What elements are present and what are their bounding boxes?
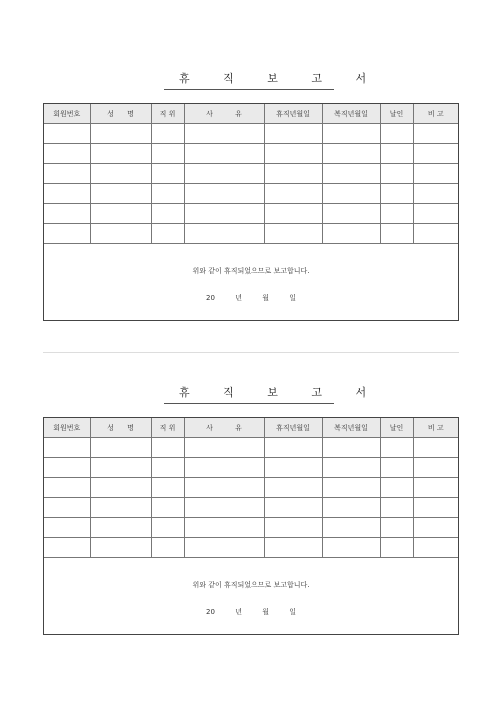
table-row [44,184,458,204]
table-cell[interactable] [380,498,413,518]
report-statement: 위와 같이 휴직되었으므로 보고합니다. [192,581,310,589]
table-cell[interactable] [90,224,151,244]
table-cell[interactable] [44,224,90,244]
table-cell[interactable] [151,184,184,204]
table-cell[interactable] [44,478,90,498]
header-row [44,418,458,438]
table-cell[interactable] [413,184,458,204]
table-cell[interactable] [184,518,264,538]
table-cell[interactable] [90,438,151,458]
table-cell[interactable] [90,458,151,478]
table-cell[interactable] [413,224,458,244]
date-line [44,293,458,303]
table-row [44,518,458,538]
table-cell[interactable] [90,204,151,224]
table-cell[interactable] [380,438,413,458]
table-cell[interactable] [44,144,90,164]
table-cell[interactable] [380,204,413,224]
column-header-member-no: 회원번호 [44,418,90,438]
column-header-reason: 사 유 [184,418,264,438]
table-cell[interactable] [90,124,151,144]
column-header-return-date: 복직년월일 [322,418,380,438]
table-cell[interactable] [413,124,458,144]
table-cell[interactable] [90,164,151,184]
table-cell[interactable] [322,518,380,538]
form-title: 휴 직 보 고 서 [179,386,382,399]
table-cell[interactable] [322,124,380,144]
column-header-return-date: 복직년월일 [322,104,380,124]
table-cell[interactable] [90,518,151,538]
table-cell[interactable] [380,458,413,478]
table-cell[interactable] [184,224,264,244]
table-cell[interactable] [151,518,184,538]
table-cell[interactable] [151,438,184,458]
column-header-leave-date: 휴직년월일 [264,418,322,438]
table-row [44,438,458,458]
table-cell[interactable] [151,204,184,224]
table-cell[interactable] [380,144,413,164]
table-cell[interactable] [322,224,380,244]
table-cell[interactable] [44,538,90,558]
table-cell[interactable] [184,144,264,164]
table-cell[interactable] [264,144,322,164]
table-cell[interactable] [264,164,322,184]
column-header-member-no: 회원번호 [44,104,90,124]
date-day-label: 일 [289,608,296,616]
table-row [44,538,458,558]
column-header-remarks: 비 고 [413,104,458,124]
table-cell[interactable] [413,538,458,558]
table-row [44,164,458,184]
table-cell[interactable] [90,538,151,558]
table-cell[interactable] [151,478,184,498]
table-cell[interactable] [322,438,380,458]
table-cell[interactable] [44,184,90,204]
report-statement: 위와 같이 휴직되었으므로 보고합니다. [192,267,310,275]
table-cell[interactable] [151,458,184,478]
table-cell[interactable] [44,458,90,478]
table-cell[interactable] [413,204,458,224]
table-cell[interactable] [264,204,322,224]
table-cell[interactable] [184,478,264,498]
column-header-leave-date: 휴직년월일 [264,104,322,124]
table-cell[interactable] [322,204,380,224]
column-header-seal: 날인 [380,418,413,438]
table-cell[interactable] [90,498,151,518]
column-header-position: 직 위 [151,418,184,438]
table-cell[interactable] [151,124,184,144]
date-year-label: 년 [235,608,242,616]
table-row [44,478,458,498]
table-cell[interactable] [322,164,380,184]
table-cell[interactable] [151,538,184,558]
table-cell[interactable] [184,124,264,144]
cut-line [43,352,459,353]
title-underline [164,403,334,404]
table-row [44,144,458,164]
header-row [44,104,458,124]
table-cell[interactable] [90,184,151,204]
date-month-label: 월 [262,608,269,616]
date-century: 20 [206,294,215,302]
table-cell[interactable] [264,438,322,458]
form-title: 휴 직 보 고 서 [179,72,382,85]
table-cell[interactable] [184,204,264,224]
table-cell[interactable] [184,164,264,184]
table-cell[interactable] [151,164,184,184]
table-cell[interactable] [380,124,413,144]
table-cell[interactable] [264,478,322,498]
table-cell[interactable] [322,144,380,164]
table-cell[interactable] [413,164,458,184]
date-line [44,607,458,617]
table-cell[interactable] [322,184,380,204]
date-year-label: 년 [235,294,242,302]
column-header-seal: 날인 [380,104,413,124]
table-cell[interactable] [322,458,380,478]
table-cell[interactable] [264,538,322,558]
table-cell[interactable] [184,458,264,478]
table-cell[interactable] [413,144,458,164]
table-cell[interactable] [413,498,458,518]
date-day-label: 일 [289,294,296,302]
date-month-label: 월 [262,294,269,302]
table-cell[interactable] [44,438,90,458]
table-row [44,224,458,244]
table-cell[interactable] [322,538,380,558]
table-cell[interactable] [413,518,458,538]
table-cell[interactable] [44,498,90,518]
table-cell[interactable] [44,204,90,224]
table-cell[interactable] [264,224,322,244]
title-underline [164,89,334,90]
table-cell[interactable] [151,498,184,518]
table-cell[interactable] [184,438,264,458]
table-cell[interactable] [322,478,380,498]
table-cell[interactable] [413,478,458,498]
table-cell[interactable] [264,458,322,478]
leave-table [44,104,458,244]
table-cell[interactable] [264,124,322,144]
table-cell[interactable] [380,538,413,558]
table-row [44,498,458,518]
table-cell[interactable] [380,518,413,538]
table-cell[interactable] [413,438,458,458]
table-cell[interactable] [90,478,151,498]
table-cell[interactable] [90,144,151,164]
table-cell[interactable] [264,518,322,538]
table-cell[interactable] [44,124,90,144]
table-row [44,458,458,478]
table-cell[interactable] [380,184,413,204]
table-cell[interactable] [44,518,90,538]
column-header-name: 성 명 [90,104,151,124]
table-cell[interactable] [264,498,322,518]
table-row [44,204,458,224]
date-century: 20 [206,608,215,616]
table-cell[interactable] [264,184,322,204]
column-header-name: 성 명 [90,418,151,438]
table-cell[interactable] [413,458,458,478]
column-header-remarks: 비 고 [413,418,458,438]
table-cell[interactable] [184,538,264,558]
form-sheet [43,417,459,635]
table-cell[interactable] [380,478,413,498]
table-cell[interactable] [322,498,380,518]
column-header-position: 직 위 [151,104,184,124]
table-cell[interactable] [184,498,264,518]
table-cell[interactable] [44,164,90,184]
table-cell[interactable] [380,164,413,184]
table-cell[interactable] [380,224,413,244]
table-cell[interactable] [151,224,184,244]
leave-table [44,418,458,558]
table-row [44,124,458,144]
table-cell[interactable] [151,144,184,164]
table-cell[interactable] [184,184,264,204]
column-header-reason: 사 유 [184,104,264,124]
form-sheet [43,103,459,321]
